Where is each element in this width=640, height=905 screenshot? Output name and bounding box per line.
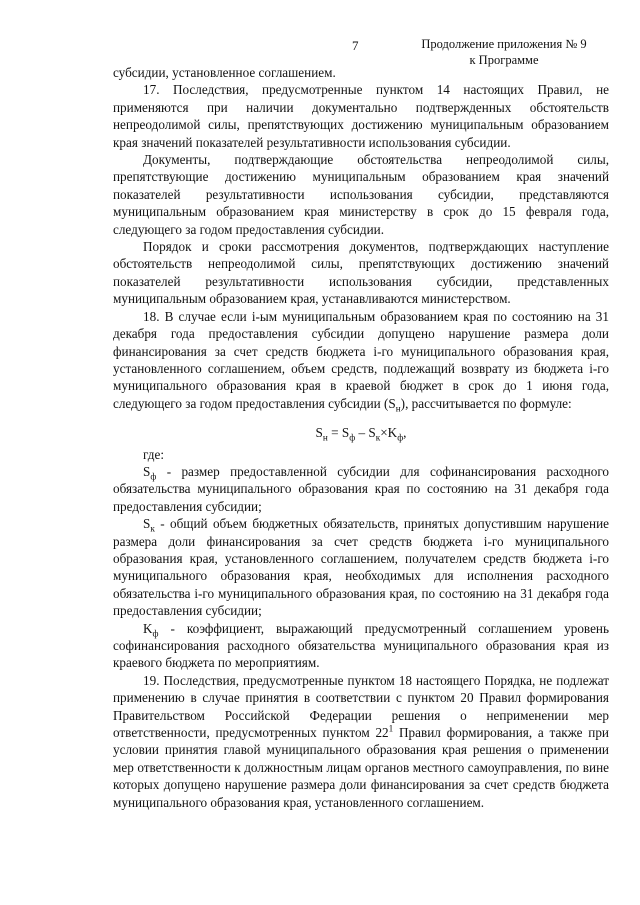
formula-minus: – S — [355, 425, 376, 441]
definition-sf-text: - размер предоставленной субсидии для софинансирования расходного обязательства муниципального образования края по состоянию на 31 декабря года предоставления субсидии; — [113, 463, 609, 514]
document-body — [113, 64, 609, 811]
definition-sk-sub: к — [150, 523, 155, 534]
paragraph-18-text: 18. В случае если i-ым муниципальным образованием края по состоянию на 31 декабря года предоставления субсидии допущено нарушение размера доли финансирования за счет средств бюджета i-го муниципального образования края, установленного соглашением, объем средств, подлежащий возврату из бюджета i-го муниципального образования края в краевой бюджет в срок до 1 июня года, следующего за годом предоставления субсидии (S — [113, 308, 609, 411]
formula-s: S — [315, 425, 323, 441]
paragraph-19-end: Правил формирования, а также при условии принятия главой муниципального образования края решения о применении мер ответственности к должностным лицам органов местного самоуправления, по вине которых допущено нарушение размера доли финансирования за счет средств бюджета муниципального образования края, установленного соглашением. — [113, 725, 609, 810]
paragraph-carryover: субсидии, установленное соглашением. — [113, 65, 336, 80]
definition-sk — [113, 515, 609, 619]
paragraph-documents: Документы, подтверждающие обстоятельства непреодолимой силы, препятствующие достижению муниципальным образованием края значений показателей результативности использования субсидии, представляются муниципальным образованием края министерству в срок до 15 февраля года, следующего за годом предоставления субсидии. — [113, 152, 609, 237]
formula-sub-n: н — [322, 432, 328, 443]
where-label: где: — [143, 446, 164, 462]
page-number: 7 — [352, 38, 359, 53]
paragraph-18-end: ), рассчитывается по формуле: — [400, 395, 572, 411]
formula-eq: = S — [327, 425, 350, 441]
definition-kf-symbol: K — [143, 620, 153, 636]
paragraph-17: 17. Последствия, предусмотренные пунктом 14 настоящих Правил, не применяются при наличии документально подтвержденных обстоятельств непреодолимой силы, препятствующих достижению муниципальным образованием края значений показателей результативности использования субсидии. — [113, 82, 609, 150]
definition-sf-symbol: S — [143, 463, 151, 479]
subscript-n: н — [395, 403, 401, 414]
definition-kf — [113, 620, 609, 672]
paragraph-18 — [113, 308, 609, 412]
definition-kf-sub: ф — [152, 628, 159, 639]
definition-sk-symbol: S — [143, 516, 151, 532]
formula-sub-f2: ф — [397, 432, 404, 443]
continuation-line-1: Продолжение приложения № 9 — [421, 37, 587, 51]
continuation-line-2: к Программе — [469, 53, 539, 67]
definition-kf-text: - коэффициент, выражающий предусмотренный соглашением уровень софинансирования расходного обязательства муниципального образования края из краевого бюджета по мероприятиям. — [113, 620, 609, 671]
definition-sk-text: - общий объем бюджетных обязательств, принятых допустившим нарушение размера доли финансирования за счет средств бюджета i-го муниципального образования края, установленного соглашением, получателем средств бюджета i-го муниципального образования края, необходимых для исполнения расходного обязательства i-го муниципального образования края, по состоянию на 31 декабря года предоставления субсидии; — [113, 516, 609, 619]
definition-sf-sub: ф — [150, 471, 157, 482]
formula — [113, 424, 609, 441]
formula-end: , — [403, 425, 407, 441]
definition-sf — [113, 463, 609, 515]
paragraph-procedure: Порядок и сроки рассмотрения документов, подтверждающих наступление обстоятельств непреодолимой силы, препятствующих достижению значений показателей результативности использования субсидии, представленных муниципальным образованием края, устанавливаются министерством. — [113, 239, 609, 307]
paragraph-19 — [113, 672, 609, 811]
paragraph-19-text: 19. Последствия, предусмотренные пунктом 18 настоящего Порядка, не подлежат применению в случае принятия в соответствии с пунктом 20 Правил формирования Правительством Российской Федерации решения о неприменении мер ответственности, предусмотренных пунктом 22 — [113, 672, 609, 741]
formula-sub-f: ф — [349, 432, 356, 443]
formula-sub-k: к — [375, 432, 381, 443]
formula-times: ×K — [380, 425, 398, 441]
superscript-1: 1 — [388, 723, 394, 734]
